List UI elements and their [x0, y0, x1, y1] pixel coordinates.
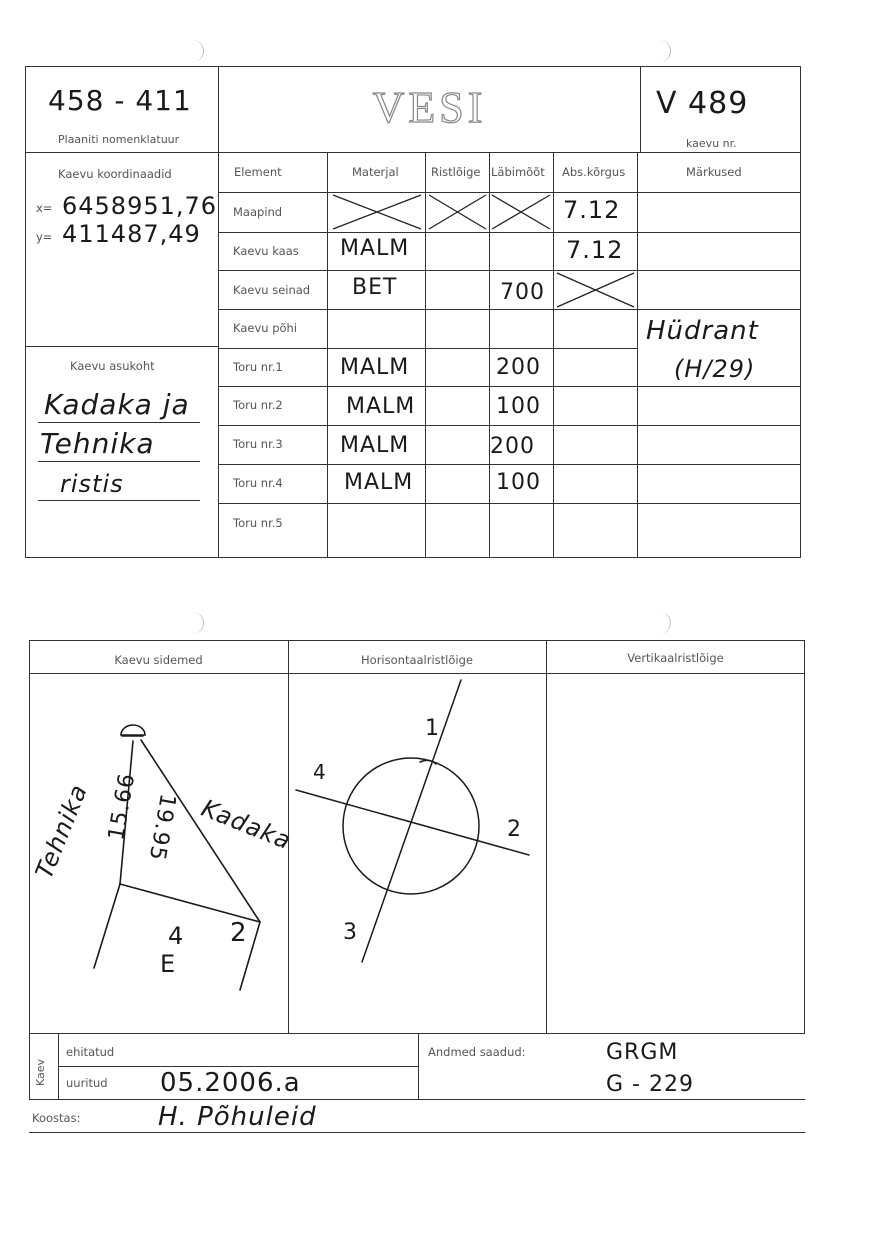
divider: [58, 1066, 418, 1067]
row-label: Toru nr.2: [233, 398, 283, 412]
labimoot-seinad: 700: [500, 280, 545, 305]
header-vertikaal: Vertikaalristlõige: [627, 651, 724, 665]
labimoot-toru-4: 100: [496, 470, 541, 495]
coord-x-value: 6458951,76: [62, 192, 218, 220]
remark-hydrant: Hüdrant: [646, 316, 759, 346]
location-label: Kaevu asukoht: [70, 359, 155, 373]
pipe-label-1: 1: [425, 716, 440, 741]
sketch-street-kadaka: Kadaka: [197, 794, 296, 856]
koostas-label: Koostas:: [32, 1111, 81, 1125]
frame-left-edge: [29, 1034, 30, 1100]
materjal-toru-2: MALM: [346, 394, 416, 419]
row-label: Toru nr.3: [233, 437, 283, 451]
materjal-seinad: BET: [352, 275, 398, 300]
labimoot-toru-2: 100: [496, 394, 541, 419]
andmed-label: Andmed saadud:: [428, 1045, 526, 1059]
andmed-value-1: GRGM: [606, 1040, 679, 1065]
materjal-toru-1: MALM: [340, 355, 410, 380]
row-label: Toru nr.1: [233, 360, 283, 374]
divider: [29, 1132, 805, 1133]
sketch-mark-2: 2: [230, 918, 248, 948]
pipe-label-4: 4: [313, 760, 327, 784]
coord-y-prefix: y=: [36, 230, 53, 244]
remark-hydrant-code: (H/29): [674, 355, 756, 383]
header-horisontaal: Horisontaalristlõige: [361, 653, 473, 667]
materjal-kaas: MALM: [340, 236, 410, 261]
header-abs: Abs.kõrgus: [562, 165, 626, 179]
nomenclature-value: 458 - 411: [48, 84, 192, 117]
divider: [58, 1034, 59, 1100]
form-title: VESI: [372, 83, 487, 132]
well-number-label: kaevu nr.: [686, 137, 737, 150]
coord-y-value: 411487,49: [62, 220, 201, 248]
labimoot-toru-1: 200: [496, 355, 541, 380]
location-line-2: Tehnika: [40, 427, 155, 460]
abs-maapind: 7.12: [563, 196, 621, 224]
materjal-toru-3: MALM: [340, 433, 410, 458]
sketch-distance-right: 19.95: [143, 791, 180, 863]
sketch-distance-left: 15.66: [104, 771, 141, 843]
uuritud-label: uuritud: [66, 1076, 108, 1090]
header-materjal: Materjal: [352, 165, 399, 179]
header-markused: Märkused: [686, 165, 742, 179]
koostas-value: H. Põhuleid: [158, 1102, 317, 1132]
row-label: Toru nr.4: [233, 476, 283, 490]
pipe-label-2: 2: [507, 817, 522, 842]
header-labimoot: Läbimõõt: [491, 165, 545, 179]
header-ristloige: Ristlõige: [431, 165, 481, 179]
location-line-1: Kadaka ja: [44, 388, 190, 421]
divider: [29, 1099, 805, 1100]
ehitatud-label: ehitatud: [66, 1045, 115, 1059]
row-label: Kaevu seinad: [233, 283, 311, 297]
pipe-label-3: 3: [343, 920, 358, 945]
sketch-street-tehnika: Tehnika: [30, 780, 94, 883]
sketch-mark-e: E: [160, 950, 177, 978]
abs-kaas: 7.12: [566, 236, 624, 264]
uuritud-value: 05.2006.a: [160, 1068, 301, 1098]
sketch-mark-4: 4: [168, 922, 185, 950]
coords-label: Kaevu koordinaadid: [58, 167, 172, 181]
kaev-side-label: Kaev: [34, 1058, 47, 1086]
header-kaevu-sidemed: Kaevu sidemed: [114, 653, 203, 667]
row-label: Kaevu kaas: [233, 244, 299, 258]
row-label: Maapind: [233, 205, 283, 219]
header-element: Element: [234, 165, 282, 179]
row-label: Toru nr.5: [233, 516, 283, 530]
divider: [418, 1034, 419, 1100]
location-line-3: ristis: [60, 470, 124, 498]
materjal-toru-4: MALM: [344, 470, 414, 495]
row-label: Kaevu põhi: [233, 321, 298, 335]
coord-x-prefix: x=: [36, 201, 53, 215]
andmed-value-2: G - 229: [606, 1072, 694, 1097]
nomenclature-label: Plaaniti nomenklatuur: [58, 133, 180, 146]
labimoot-toru-3: 200: [490, 434, 535, 459]
well-number-value: V 489: [656, 86, 749, 121]
